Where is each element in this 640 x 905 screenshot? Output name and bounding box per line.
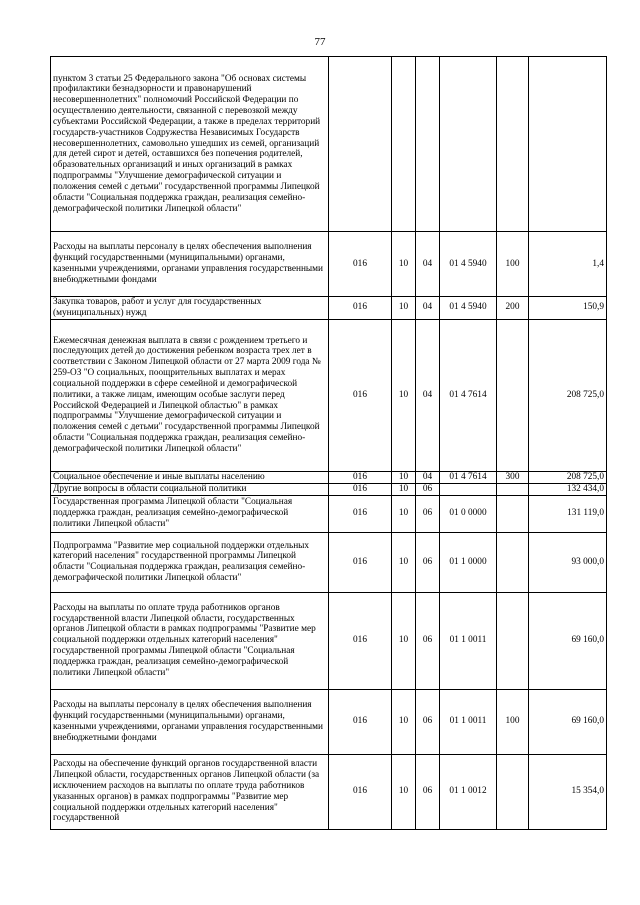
target-article: 01 4 7614 bbox=[440, 471, 497, 483]
section-code: 10 bbox=[392, 689, 416, 754]
page-number: 77 bbox=[314, 36, 326, 48]
ministry-code: 016 bbox=[329, 232, 392, 297]
row-description: пунктом 3 статьи 25 Федерального закона "Об основах системы профилактики безнадзорности и правонарушений несовершеннолетних" полномочий Российской Федерации по осуществлению деятельности, связанной с перевозкой между субъектами Российской Федерации, а также в пределах территорий государств-участников Содружества Независимых Государств несовершеннолетних, самовольно ушедших из семей, организаций для детей сирот и детей, оставшихся без попечения родителей, образовательных организаций и иных организаций в рамках подпрограммы "Улучшение демографической ситуации и положения семей с детьми" государственной программы Липецкой области "Социальная поддержка граждан, реализация семейно-демографической политики Липецкой области" bbox=[51, 57, 329, 232]
ministry-code: 016 bbox=[329, 483, 392, 495]
section-code: 10 bbox=[392, 532, 416, 592]
subsection-code: 04 bbox=[416, 232, 440, 297]
target-article: 01 1 0011 bbox=[440, 592, 497, 689]
table-row bbox=[51, 57, 607, 232]
section-code bbox=[392, 57, 416, 232]
amount: 1,4 bbox=[529, 232, 607, 297]
ministry-code bbox=[329, 57, 392, 232]
target-article: 01 1 0011 bbox=[440, 689, 497, 754]
row-description: Закупка товаров, работ и услуг для государственных (муниципальных) нужд bbox=[51, 297, 329, 320]
subsection-code: 04 bbox=[416, 319, 440, 471]
target-article: 01 1 0012 bbox=[440, 754, 497, 829]
budget-rows bbox=[51, 57, 607, 830]
row-description: Расходы на выплаты персоналу в целях обеспечения выполнения функций государственными (муниципальными) органами, казенными учреждениями, органами управления государственными внебюджетными фондами bbox=[51, 689, 329, 754]
section-code: 10 bbox=[392, 754, 416, 829]
row-description: Другие вопросы в области социальной политики bbox=[51, 483, 329, 495]
amount: 132 434,0 bbox=[529, 483, 607, 495]
ministry-code: 016 bbox=[329, 319, 392, 471]
table-row bbox=[51, 495, 607, 532]
subsection-code: 04 bbox=[416, 297, 440, 320]
ministry-code: 016 bbox=[329, 495, 392, 532]
row-description: Расходы на выплаты персоналу в целях обеспечения выполнения функций государственными (муниципальными) органами, казенными учреждениями, органами управления государственными внебюджетными фондами bbox=[51, 232, 329, 297]
row-description: Подпрограмма "Развитие мер социальной поддержки отдельных категорий населения" государственной программы Липецкой области "Социальная поддержка граждан, реализация семейно-демографической политики Липецкой области" bbox=[51, 532, 329, 592]
amount: 93 000,0 bbox=[529, 532, 607, 592]
table-row bbox=[51, 754, 607, 829]
target-article: 01 1 0000 bbox=[440, 532, 497, 592]
ministry-code: 016 bbox=[329, 297, 392, 320]
subsection-code: 06 bbox=[416, 532, 440, 592]
section-code: 10 bbox=[392, 319, 416, 471]
target-article: 01 4 7614 bbox=[440, 319, 497, 471]
expense-type bbox=[497, 483, 529, 495]
table-row bbox=[51, 471, 607, 483]
ministry-code: 016 bbox=[329, 592, 392, 689]
target-article bbox=[440, 483, 497, 495]
section-code: 10 bbox=[392, 483, 416, 495]
expense-type bbox=[497, 319, 529, 471]
amount: 208 725,0 bbox=[529, 471, 607, 483]
expense-type: 200 bbox=[497, 297, 529, 320]
table-row bbox=[51, 232, 607, 297]
subsection-code: 06 bbox=[416, 754, 440, 829]
target-article: 01 4 5940 bbox=[440, 232, 497, 297]
section-code: 10 bbox=[392, 232, 416, 297]
table-row bbox=[51, 592, 607, 689]
table-row bbox=[51, 319, 607, 471]
section-code: 10 bbox=[392, 297, 416, 320]
amount bbox=[529, 57, 607, 232]
budget-table bbox=[50, 56, 607, 830]
target-article: 01 4 5940 bbox=[440, 297, 497, 320]
table-row bbox=[51, 532, 607, 592]
ministry-code: 016 bbox=[329, 532, 392, 592]
section-code: 10 bbox=[392, 592, 416, 689]
subsection-code: 06 bbox=[416, 483, 440, 495]
amount: 69 160,0 bbox=[529, 689, 607, 754]
expense-type: 300 bbox=[497, 471, 529, 483]
expense-type bbox=[497, 754, 529, 829]
expense-type: 100 bbox=[497, 689, 529, 754]
amount: 208 725,0 bbox=[529, 319, 607, 471]
expense-type bbox=[497, 495, 529, 532]
ministry-code: 016 bbox=[329, 471, 392, 483]
amount: 150,9 bbox=[529, 297, 607, 320]
subsection-code: 04 bbox=[416, 471, 440, 483]
row-description: Ежемесячная денежная выплата в связи с рождением третьего и последующих детей до достижения ребенком возраста трех лет в соответствии с Законом Липецкой области от 27 марта 2009 года № 259-ОЗ "О социальных, поощрительных выплатах и мерах социальной поддержки в сфере семейной и демографической политики, а также лицам, имеющим особые заслуги перед Российской Федерацией и Липецкой областью" в рамках подпрограммы "Улучшение демографической ситуации и положения семей с детьми" государственной программы Липецкой области "Социальная поддержка граждан, реализация семейно-демографической политики Липецкой области" bbox=[51, 319, 329, 471]
row-description: Расходы на выплаты по оплате труда работников органов государственной власти Липецкой области, государственных органов Липецкой области в рамках подпрограммы "Развитие мер социальной поддержки отдельных категорий населения" государственной программы Липецкой области "Социальная поддержка граждан, реализация семейно-демографической политики Липецкой области" bbox=[51, 592, 329, 689]
ministry-code: 016 bbox=[329, 689, 392, 754]
table-row bbox=[51, 483, 607, 495]
target-article: 01 0 0000 bbox=[440, 495, 497, 532]
subsection-code: 06 bbox=[416, 495, 440, 532]
section-code: 10 bbox=[392, 471, 416, 483]
ministry-code: 016 bbox=[329, 754, 392, 829]
amount: 131 119,0 bbox=[529, 495, 607, 532]
row-description: Государственная программа Липецкой области "Социальная поддержка граждан, реализация семейно-демографической политики Липецкой области" bbox=[51, 495, 329, 532]
row-description: Социальное обеспечение и иные выплаты населению bbox=[51, 471, 329, 483]
table-row bbox=[51, 689, 607, 754]
subsection-code: 06 bbox=[416, 592, 440, 689]
row-description: Расходы на обеспечение функций органов государственной власти Липецкой области, государственных органов Липецкой области (за исключением расходов на выплаты по оплате труда работников указанных органов) в рамках подпрограммы "Развитие мер социальной поддержки отдельных категорий населения" государственной bbox=[51, 754, 329, 829]
table-row bbox=[51, 297, 607, 320]
expense-type: 100 bbox=[497, 232, 529, 297]
amount: 69 160,0 bbox=[529, 592, 607, 689]
expense-type bbox=[497, 592, 529, 689]
section-code: 10 bbox=[392, 495, 416, 532]
expense-type bbox=[497, 57, 529, 232]
target-article bbox=[440, 57, 497, 232]
amount: 15 354,0 bbox=[529, 754, 607, 829]
expense-type bbox=[497, 532, 529, 592]
subsection-code bbox=[416, 57, 440, 232]
subsection-code: 06 bbox=[416, 689, 440, 754]
